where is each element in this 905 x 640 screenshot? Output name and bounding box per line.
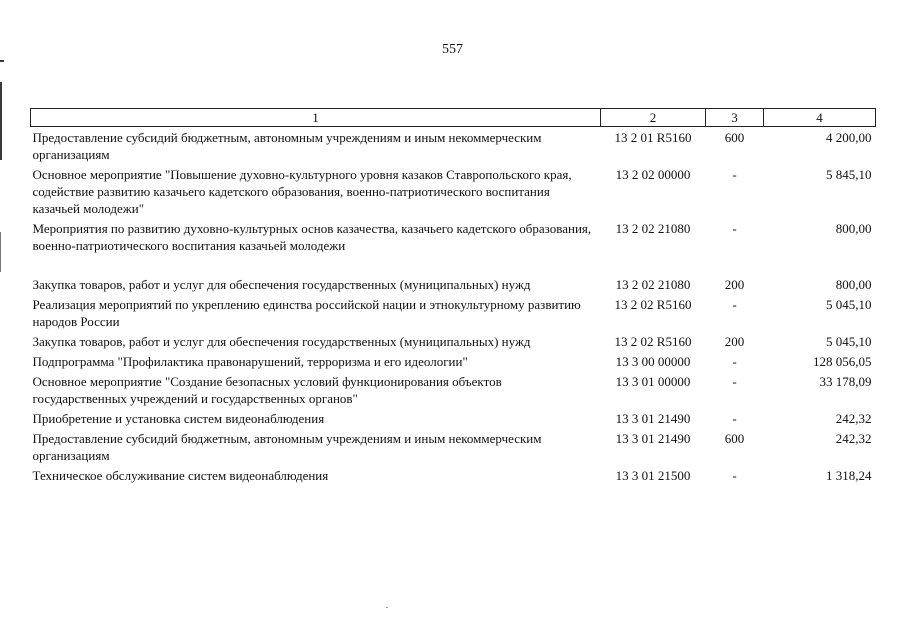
row-expense-type: - bbox=[732, 468, 737, 483]
scan-speck bbox=[386, 607, 388, 608]
table-row bbox=[31, 371, 876, 408]
row-amount: 242,32 bbox=[835, 431, 872, 446]
row-amount: 4 200,00 bbox=[826, 130, 872, 145]
row-expense-type: - bbox=[732, 167, 737, 182]
row-name: Техническое обслуживание систем видеонаблюдения bbox=[32, 468, 329, 483]
column-header-code: 2 bbox=[601, 109, 706, 127]
scan-artifact bbox=[0, 232, 1, 272]
table-row bbox=[31, 408, 876, 428]
row-code: 13 3 01 21490 bbox=[615, 431, 691, 446]
row-name: Реализация мероприятий по укреплению единства российской нации и этнокультурному развитию народов России bbox=[32, 297, 581, 329]
row-code: 13 3 01 21500 bbox=[615, 468, 691, 483]
row-amount: 5 045,10 bbox=[826, 334, 872, 349]
column-header-amount: 4 bbox=[764, 109, 876, 127]
row-name: Закупка товаров, работ и услуг для обеспечения государственных (муниципальных) нужд bbox=[32, 277, 531, 292]
table-header-row bbox=[31, 109, 876, 127]
row-name: Мероприятия по развитию духовно-культурных основ казачества, казачьего кадетского образования, военно-патриотического воспитания казачьей молодежи bbox=[32, 221, 592, 253]
table-row bbox=[31, 294, 876, 331]
budget-table bbox=[30, 108, 876, 485]
row-expense-type: - bbox=[732, 354, 737, 369]
table-row bbox=[31, 465, 876, 485]
scan-artifact bbox=[0, 82, 2, 160]
row-expense-type: 600 bbox=[724, 130, 745, 145]
row-name: Основное мероприятие "Повышение духовно-культурного уровня казаков Ставропольского края, содействие развитию казачьего кадетского образования, военно-патриотического воспитания казачьей молодежи" bbox=[32, 167, 572, 216]
column-header-expense-type: 3 bbox=[706, 109, 764, 127]
row-amount: 33 178,09 bbox=[819, 374, 872, 389]
row-expense-type: - bbox=[732, 411, 737, 426]
column-header-name: 1 bbox=[31, 109, 601, 127]
table-row bbox=[31, 164, 876, 218]
scan-artifact bbox=[0, 60, 4, 62]
row-code: 13 3 01 00000 bbox=[615, 374, 691, 389]
row-code: 13 2 01 R5160 bbox=[614, 130, 692, 145]
row-name: Приобретение и установка систем видеонаблюдения bbox=[32, 411, 325, 426]
row-name: Подпрограмма "Профилактика правонарушений, терроризма и его идеологии" bbox=[32, 354, 468, 369]
row-code: 13 2 02 21080 bbox=[615, 221, 691, 236]
row-amount: 5 045,10 bbox=[826, 297, 872, 312]
row-name: Закупка товаров, работ и услуг для обеспечения государственных (муниципальных) нужд bbox=[32, 334, 531, 349]
row-code: 13 3 00 00000 bbox=[615, 354, 691, 369]
row-expense-type: - bbox=[732, 297, 737, 312]
row-name: Предоставление субсидий бюджетным, автономным учреждениям и иным некоммерческим организациям bbox=[32, 130, 542, 162]
page-number: 557 bbox=[442, 42, 463, 57]
row-amount: 5 845,10 bbox=[826, 167, 872, 182]
row-expense-type: - bbox=[732, 221, 737, 236]
row-name: Основное мероприятие "Создание безопасных условий функционирования объектов государственных учреждений и государственных органов" bbox=[32, 374, 502, 406]
row-expense-type: - bbox=[732, 374, 737, 389]
table-row bbox=[31, 428, 876, 465]
table-row bbox=[31, 218, 876, 255]
table-row bbox=[31, 127, 876, 165]
row-code: 13 2 02 00000 bbox=[615, 167, 691, 182]
row-expense-type: 600 bbox=[724, 431, 745, 446]
row-amount: 800,00 bbox=[835, 221, 872, 236]
row-amount: 1 318,24 bbox=[826, 468, 872, 483]
table-row bbox=[31, 331, 876, 351]
row-expense-type: 200 bbox=[724, 277, 745, 292]
row-code: 13 2 02 R5160 bbox=[614, 297, 692, 312]
row-code: 13 2 02 21080 bbox=[615, 277, 691, 292]
table-row bbox=[31, 351, 876, 371]
table-row bbox=[31, 255, 876, 294]
row-code: 13 2 02 R5160 bbox=[614, 334, 692, 349]
row-amount: 242,32 bbox=[835, 411, 872, 426]
row-amount: 128 056,05 bbox=[813, 354, 872, 369]
row-amount: 800,00 bbox=[835, 277, 872, 292]
row-name: Предоставление субсидий бюджетным, автономным учреждениям и иным некоммерческим организациям bbox=[32, 431, 542, 463]
row-code: 13 3 01 21490 bbox=[615, 411, 691, 426]
row-expense-type: 200 bbox=[724, 334, 745, 349]
